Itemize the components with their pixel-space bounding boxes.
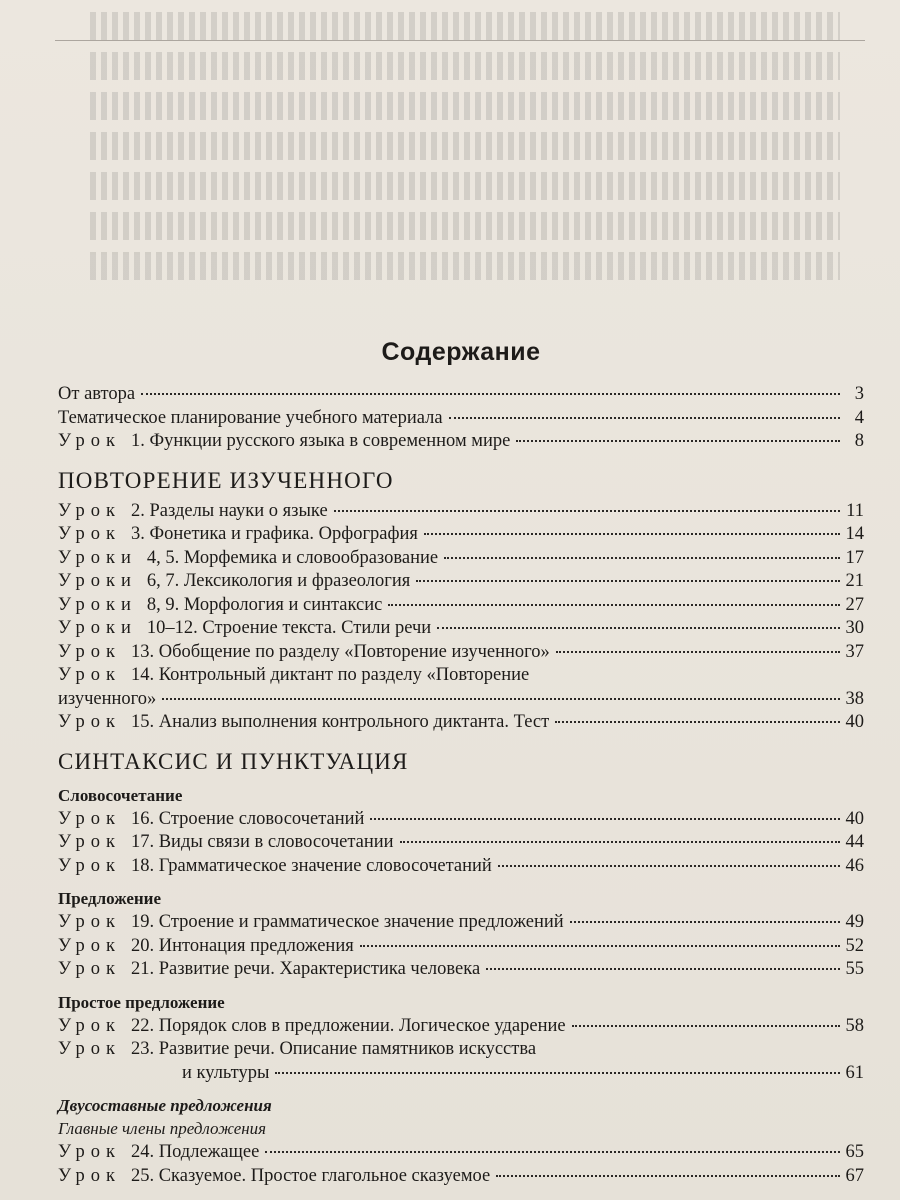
- section-title-review: ПОВТОРЕНИЕ ИЗУЧЕННОГО: [58, 467, 394, 493]
- entry-text: 18. Грамматическое значение словосочетаний: [130, 855, 492, 876]
- leader-dots: [416, 580, 839, 582]
- entry-page: 46: [845, 855, 864, 876]
- toc-entry[interactable]: [58, 570, 864, 594]
- entry-text: 17. Виды связи в словосочетании: [130, 832, 394, 852]
- entry-text: 1. Функции русского языка в современном мире: [130, 431, 511, 451]
- review-last-entry: [58, 711, 864, 735]
- leader-dots: [556, 651, 840, 653]
- entry-text: 16. Строение словосочетаний: [130, 808, 365, 829]
- group-heading-sentence: Предложение: [58, 889, 161, 908]
- entry-page: 52: [845, 935, 864, 956]
- toc-entry-two-line[interactable]: [58, 1038, 864, 1085]
- entry-page: 65: [845, 1142, 864, 1162]
- entry-text: 19. Строение и грамматическое значение предложений: [130, 912, 564, 932]
- leader-dots: [388, 604, 839, 606]
- phrase-lessons-list: [58, 808, 864, 879]
- toc-entry[interactable]: [58, 1015, 864, 1039]
- section-title-syntax: СИНТАКСИС И ПУНКТУАЦИЯ: [58, 748, 409, 774]
- bleed-through-text: [0, 0, 900, 330]
- toc-entry[interactable]: [58, 935, 864, 959]
- toc-entry[interactable]: [58, 641, 864, 665]
- toc-entry[interactable]: [58, 523, 864, 547]
- entry-text: 14. Контрольный диктант по разделу «Повторение: [130, 665, 530, 685]
- entry-page: 67: [845, 1165, 864, 1186]
- entry-text: 22. Порядок слов в предложении. Логическое ударение: [130, 1015, 566, 1036]
- toc-entry-two-line[interactable]: [58, 664, 864, 711]
- entry-prefix: Урок: [58, 641, 121, 662]
- entry-text: От автора: [58, 384, 136, 404]
- leader-dots: [449, 417, 840, 419]
- entry-text: 2. Разделы науки о языке: [130, 500, 328, 521]
- leader-dots: [275, 1072, 839, 1074]
- entry-page: 4: [854, 407, 864, 428]
- toc-entry[interactable]: [58, 911, 864, 935]
- entry-text: 3. Фонетика и графика. Орфография: [130, 524, 418, 544]
- entry-page: 40: [845, 808, 864, 829]
- entry-prefix: Урок: [58, 712, 121, 732]
- entry-text-continued: изученного»: [58, 688, 157, 709]
- leader-dots: [400, 841, 840, 843]
- entry-text: 20. Интонация предложения: [130, 935, 354, 956]
- entry-text: 24. Подлежащее: [130, 1142, 260, 1162]
- entry-text: 4, 5. Морфемика и словообразование: [146, 547, 439, 568]
- simple-sentence-lessons-list: [58, 1015, 864, 1039]
- front-matter-list: [58, 383, 864, 454]
- entry-prefix: Урок: [58, 1142, 121, 1162]
- table-of-contents: [58, 338, 864, 1188]
- entry-prefix: Урок: [58, 808, 121, 829]
- leader-dots: [424, 533, 840, 535]
- leader-dots: [334, 510, 840, 512]
- entry-page: 27: [845, 594, 864, 615]
- entry-text: 21. Развитие речи. Характеристика человека: [130, 959, 481, 979]
- entry-text: Тематическое планирование учебного материала: [58, 407, 443, 428]
- entry-prefix: Урок: [58, 1165, 121, 1186]
- entry-prefix: Урок: [58, 959, 121, 979]
- leader-dots: [444, 557, 839, 559]
- entry-page: 37: [845, 641, 864, 662]
- sentence-lessons-list: [58, 911, 864, 982]
- entry-text: 15. Анализ выполнения контрольного диктанта. Тест: [130, 712, 550, 732]
- entry-prefix: Урок: [58, 912, 121, 932]
- entry-text: 10–12. Строение текста. Стили речи: [146, 618, 432, 638]
- leader-dots: [498, 865, 840, 867]
- leader-dots: [570, 921, 840, 923]
- entry-page: 8: [854, 431, 864, 451]
- entry-page: 49: [845, 912, 864, 932]
- entry-prefix: Урок: [58, 500, 121, 521]
- leader-dots: [572, 1025, 840, 1027]
- entry-page: 30: [845, 618, 864, 638]
- toc-entry[interactable]: [58, 958, 864, 982]
- toc-entry[interactable]: [58, 855, 864, 879]
- entry-text: 25. Сказуемое. Простое глагольное сказуемое: [130, 1165, 491, 1186]
- entry-text: 23. Развитие речи. Описание памятников искусства: [130, 1039, 537, 1059]
- review-lessons-list: [58, 500, 864, 665]
- entry-prefix: Урок: [58, 832, 121, 852]
- toc-entry[interactable]: [58, 430, 864, 454]
- entry-prefix: Урок: [58, 855, 121, 876]
- entry-page: 38: [845, 688, 864, 709]
- entry-prefix: Урок: [58, 1015, 121, 1036]
- entry-page: 58: [845, 1015, 864, 1036]
- toc-entry[interactable]: [58, 500, 864, 524]
- entry-prefix: Уроки: [58, 547, 137, 568]
- entry-prefix: Уроки: [58, 594, 137, 615]
- leader-dots: [360, 945, 840, 947]
- entry-prefix: Урок: [58, 431, 121, 451]
- entry-prefix: Урок: [58, 524, 121, 544]
- entry-prefix: Урок: [58, 1039, 121, 1059]
- leader-dots: [496, 1175, 839, 1177]
- toc-entry[interactable]: [58, 831, 864, 855]
- entry-text: 6, 7. Лексикология и фразеология: [146, 571, 411, 591]
- leader-dots: [265, 1151, 839, 1153]
- entry-page: 55: [845, 959, 864, 979]
- leader-dots: [555, 721, 839, 723]
- toc-entry[interactable]: [58, 407, 864, 431]
- toc-entry[interactable]: [58, 594, 864, 618]
- entry-page: 17: [845, 547, 864, 568]
- leader-dots: [486, 968, 839, 970]
- leader-dots: [162, 698, 839, 700]
- group-heading-phrase: Словосочетание: [58, 785, 183, 805]
- toc-entry[interactable]: [58, 617, 864, 641]
- entry-prefix: Урок: [58, 935, 121, 956]
- toc-entry[interactable]: [58, 711, 864, 735]
- entry-page: 14: [845, 524, 864, 544]
- toc-entry[interactable]: [58, 383, 864, 407]
- entry-text: 8, 9. Морфология и синтаксис: [146, 594, 383, 615]
- main-members-lessons-list: [58, 1141, 864, 1188]
- entry-text-continued: и культуры: [182, 1062, 270, 1083]
- entry-page: 11: [846, 500, 864, 521]
- toc-entry[interactable]: [58, 1165, 864, 1189]
- entry-text: 13. Обобщение по разделу «Повторение изученного»: [130, 641, 550, 662]
- group-heading-simple-sentence: Простое предложение: [58, 992, 225, 1012]
- toc-entry[interactable]: [58, 547, 864, 571]
- toc-title: Содержание: [381, 338, 541, 366]
- entry-page: 44: [845, 832, 864, 852]
- entry-page: 61: [845, 1062, 864, 1083]
- entry-prefix: Уроки: [58, 618, 137, 638]
- toc-entry[interactable]: [58, 1141, 864, 1165]
- leader-dots: [437, 627, 839, 629]
- entry-page: 3: [854, 384, 864, 404]
- toc-entry[interactable]: [58, 808, 864, 832]
- subgroup-heading-main-members: Главные члены предложения: [58, 1119, 267, 1138]
- leader-dots: [141, 393, 840, 395]
- entry-page: 40: [845, 712, 864, 732]
- leader-dots: [516, 440, 840, 442]
- entry-prefix: Уроки: [58, 571, 137, 591]
- group-heading-two-part-sentences: Двусоставные предложения: [58, 1096, 272, 1115]
- entry-page: 21: [845, 571, 864, 591]
- entry-prefix: Урок: [58, 665, 121, 685]
- leader-dots: [370, 818, 839, 820]
